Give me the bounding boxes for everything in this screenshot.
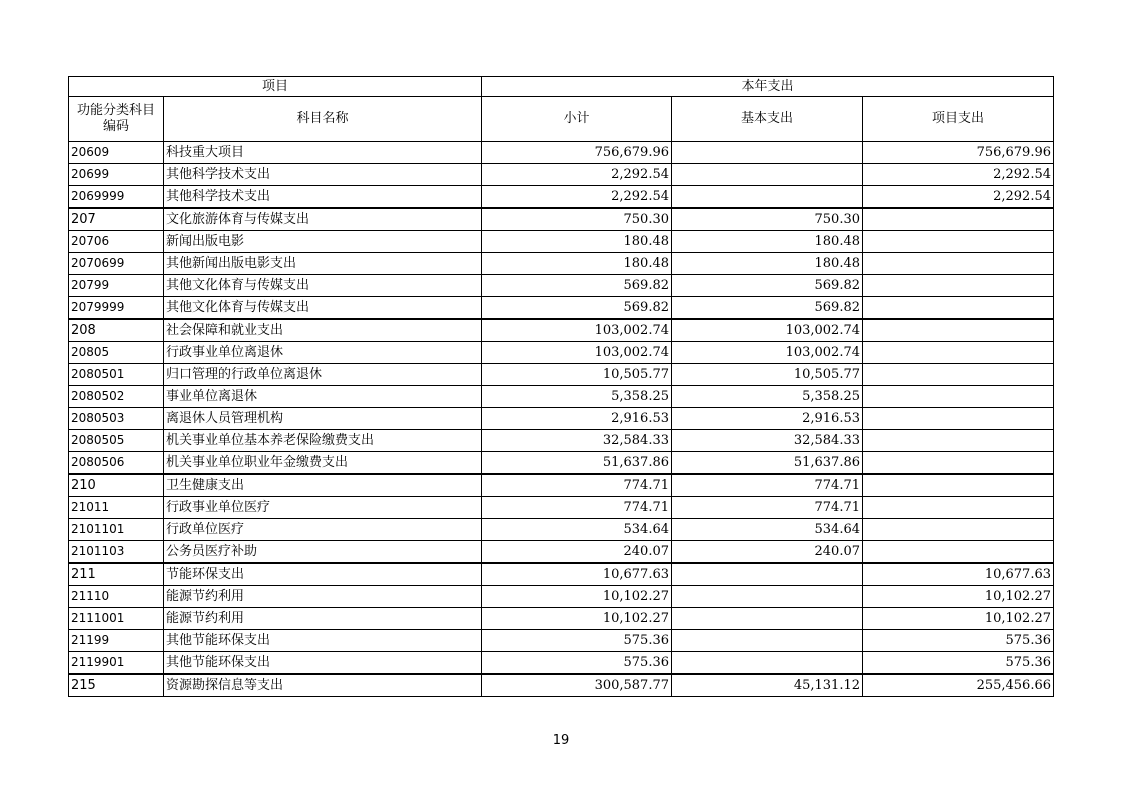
row-basic: 750.30 [672,208,863,231]
row-name: 其他节能环保支出 [164,630,482,652]
row-name: 其他文化体育与传媒支出 [164,275,482,297]
row-basic: 180.48 [672,253,863,275]
row-basic: 10,505.77 [672,364,863,386]
page-number: 19 [552,733,570,748]
row-code: 2080501 [69,364,164,386]
row-project [863,497,1054,519]
row-project: 10,102.27 [863,586,1054,608]
row-project: 756,679.96 [863,142,1054,164]
row-subtotal: 2,292.54 [482,186,672,209]
row-subtotal: 575.36 [482,630,672,652]
row-code: 207 [69,208,164,231]
row-subtotal: 750.30 [482,208,672,231]
table-row [69,208,1054,231]
table-row [69,275,1054,297]
row-project [863,275,1054,297]
row-subtotal: 180.48 [482,231,672,253]
row-basic: 51,637.86 [672,452,863,475]
row-project: 10,677.63 [863,563,1054,586]
table-row [69,586,1054,608]
row-subtotal: 10,505.77 [482,364,672,386]
row-basic: 32,584.33 [672,430,863,452]
row-project [863,208,1054,231]
row-code: 20805 [69,342,164,364]
row-code: 2080506 [69,452,164,475]
table-row [69,474,1054,497]
table-row [69,408,1054,430]
row-subtotal: 103,002.74 [482,319,672,342]
row-basic: 180.48 [672,231,863,253]
row-basic: 774.71 [672,497,863,519]
row-name: 其他科学技术支出 [164,164,482,186]
row-code: 20609 [69,142,164,164]
row-basic [672,630,863,652]
header-basic: 基本支出 [672,97,863,142]
row-project [863,474,1054,497]
table-row [69,364,1054,386]
table-body [69,142,1054,697]
row-name: 公务员医疗补助 [164,541,482,564]
row-project [863,408,1054,430]
row-name: 行政单位医疗 [164,519,482,541]
row-subtotal: 32,584.33 [482,430,672,452]
row-code: 2080505 [69,430,164,452]
row-name: 节能环保支出 [164,563,482,586]
table-row [69,342,1054,364]
table-row [69,164,1054,186]
row-name: 文化旅游体育与传媒支出 [164,208,482,231]
row-name: 卫生健康支出 [164,474,482,497]
header-subtotal: 小计 [482,97,672,142]
row-subtotal: 10,102.27 [482,608,672,630]
table-row [69,652,1054,675]
row-name: 机关事业单位职业年金缴费支出 [164,452,482,475]
table-row [69,386,1054,408]
row-name: 归口管理的行政单位离退休 [164,364,482,386]
row-code: 2111001 [69,608,164,630]
row-basic: 569.82 [672,275,863,297]
table-row [69,497,1054,519]
row-project [863,519,1054,541]
row-subtotal: 103,002.74 [482,342,672,364]
row-project [863,386,1054,408]
table-row [69,297,1054,320]
table-row [69,519,1054,541]
row-name: 资源勘探信息等支出 [164,674,482,697]
row-code: 21199 [69,630,164,652]
header-name: 科目名称 [164,97,482,142]
table-row [69,608,1054,630]
row-code: 20699 [69,164,164,186]
row-name: 科技重大项目 [164,142,482,164]
row-subtotal: 575.36 [482,652,672,675]
table-row [69,541,1054,564]
row-code: 20799 [69,275,164,297]
row-code: 2101103 [69,541,164,564]
row-project: 10,102.27 [863,608,1054,630]
row-project [863,364,1054,386]
table-row [69,674,1054,697]
row-project [863,253,1054,275]
row-subtotal: 569.82 [482,297,672,320]
table-row [69,253,1054,275]
row-name: 能源节约利用 [164,608,482,630]
row-subtotal: 240.07 [482,541,672,564]
row-basic: 45,131.12 [672,674,863,697]
row-name: 事业单位离退休 [164,386,482,408]
table-row [69,630,1054,652]
row-project [863,541,1054,564]
row-code: 215 [69,674,164,697]
row-subtotal: 300,587.77 [482,674,672,697]
row-basic: 103,002.74 [672,342,863,364]
row-code: 208 [69,319,164,342]
budget-expenditure-table [68,76,1054,697]
row-project [863,319,1054,342]
row-project [863,452,1054,475]
row-basic [672,652,863,675]
row-basic [672,563,863,586]
row-subtotal: 756,679.96 [482,142,672,164]
row-code: 2069999 [69,186,164,209]
row-subtotal: 51,637.86 [482,452,672,475]
row-project [863,342,1054,364]
table-row [69,319,1054,342]
row-project: 575.36 [863,652,1054,675]
row-subtotal: 774.71 [482,497,672,519]
table-row [69,231,1054,253]
row-basic [672,186,863,209]
row-subtotal: 10,102.27 [482,586,672,608]
row-subtotal: 569.82 [482,275,672,297]
row-code: 2080502 [69,386,164,408]
row-name: 其他新闻出版电影支出 [164,253,482,275]
row-name: 其他节能环保支出 [164,652,482,675]
row-code: 2079999 [69,297,164,320]
row-subtotal: 774.71 [482,474,672,497]
header-code: 功能分类科目编码 [69,97,164,142]
table-row [69,142,1054,164]
row-basic: 2,916.53 [672,408,863,430]
row-project: 255,456.66 [863,674,1054,697]
row-subtotal: 10,677.63 [482,563,672,586]
table-row [69,186,1054,209]
row-name: 行政事业单位医疗 [164,497,482,519]
row-name: 新闻出版电影 [164,231,482,253]
table-row [69,452,1054,475]
row-code: 2119901 [69,652,164,675]
row-name: 其他科学技术支出 [164,186,482,209]
row-subtotal: 180.48 [482,253,672,275]
row-basic: 103,002.74 [672,319,863,342]
row-code: 210 [69,474,164,497]
table-row [69,430,1054,452]
row-project [863,430,1054,452]
row-code: 21110 [69,586,164,608]
row-project: 2,292.54 [863,164,1054,186]
row-name: 其他文化体育与传媒支出 [164,297,482,320]
row-project: 575.36 [863,630,1054,652]
row-basic: 774.71 [672,474,863,497]
row-name: 离退休人员管理机构 [164,408,482,430]
row-code: 211 [69,563,164,586]
row-basic: 534.64 [672,519,863,541]
row-code: 21011 [69,497,164,519]
row-subtotal: 2,292.54 [482,164,672,186]
header-project: 项目支出 [863,97,1054,142]
row-project: 2,292.54 [863,186,1054,209]
row-name: 机关事业单位基本养老保险缴费支出 [164,430,482,452]
row-name: 行政事业单位离退休 [164,342,482,364]
row-code: 2070699 [69,253,164,275]
row-basic [672,164,863,186]
row-name: 能源节约利用 [164,586,482,608]
row-basic [672,608,863,630]
table-row [69,563,1054,586]
row-project [863,297,1054,320]
row-subtotal: 534.64 [482,519,672,541]
row-project [863,231,1054,253]
row-code: 2080503 [69,408,164,430]
header-group-item: 项目 [69,77,482,97]
row-basic [672,586,863,608]
row-basic: 569.82 [672,297,863,320]
row-basic: 5,358.25 [672,386,863,408]
row-basic: 240.07 [672,541,863,564]
header-group-year: 本年支出 [482,77,1054,97]
row-name: 社会保障和就业支出 [164,319,482,342]
row-subtotal: 5,358.25 [482,386,672,408]
row-basic [672,142,863,164]
row-code: 2101101 [69,519,164,541]
row-code: 20706 [69,231,164,253]
row-subtotal: 2,916.53 [482,408,672,430]
